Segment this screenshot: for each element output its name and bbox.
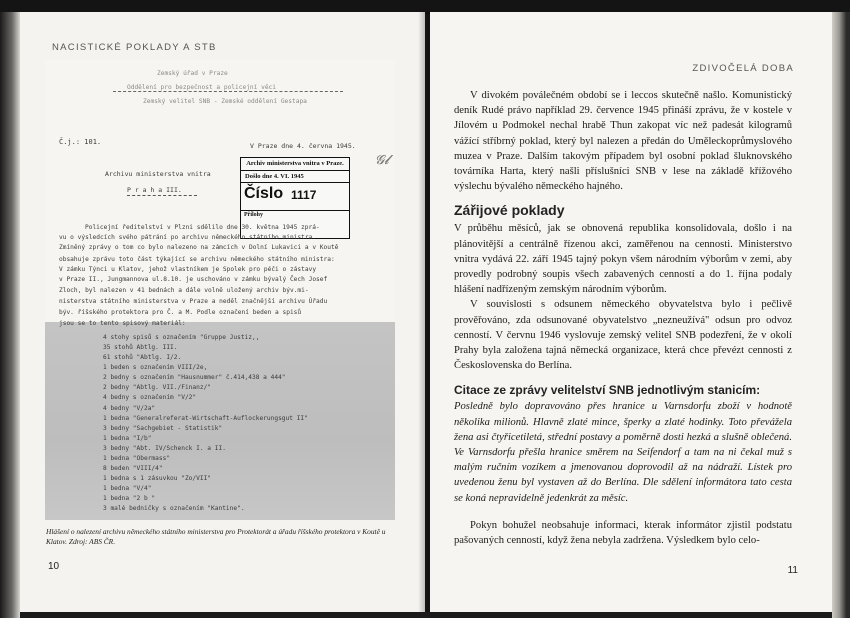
doc-body-line: Zmíněný zprávy o tom co bylo nalezeno na zámcích v Dolní Lukavici a v Koutě [59, 244, 339, 251]
stamp-number: 1117 [291, 188, 317, 202]
doc-body-line: V zámku Týnci u Klatov, jehož vlastníkem je Spolek pro péči o zástavy [59, 266, 317, 273]
left-page-edge [0, 12, 20, 618]
doc-body-line: obsahuje zprávu toto část týkající se archivu německého státního ministra: [59, 256, 335, 263]
handwritten-mark: 𝓖𝓵 [375, 152, 390, 167]
right-page-number: 11 [787, 565, 798, 576]
doc-body-line: Zloch, byl nalezen v 41 bednách a dále volně uložený archiv býv.mi- [59, 287, 309, 294]
doc-list-item: 1 bedna "I/b" [103, 435, 152, 442]
doc-list-item: 2 bedny "Abtlg. VII./Finanz/" [103, 384, 212, 391]
doc-list-item: 61 stohů "Abtlg. I/2. [103, 354, 182, 361]
right-running-head: ZDIVOČELÁ DOBA [692, 63, 794, 74]
doc-list-item: 1 bedna "Generalreferat-Wirtschaft-Auflockerungsgut II" [103, 415, 308, 422]
doc-rule [113, 91, 343, 92]
doc-list-item: 4 bedny s označením "V/2" [103, 394, 197, 401]
doc-list-item: 1 bedna "2 b " [103, 495, 156, 502]
doc-body-line: Policejní ředitelství v Plzni sdělilo dne 30. května 1945 zprá- [85, 224, 320, 231]
stamp-received-date: Došlo dne 4. VI. 1945 [241, 170, 349, 183]
subsection-heading: Citace ze zprávy velitelství SNB jednotlivým stanicím: [454, 383, 761, 398]
doc-list-item: 1 bedna "V/4" [103, 485, 152, 492]
doc-list-item: 2 bedny s označením "Hausnummer" č.414,438 a 444" [103, 374, 286, 381]
doc-rule [127, 195, 197, 196]
doc-header-line: Zemský velitel SNB - Zemské oddělení Gestapa [143, 98, 307, 105]
doc-list-item: 3 bedny "Abt. IV/Schenck I. a II. [103, 445, 226, 452]
doc-list-item: 8 beden "VIII/4" [103, 465, 163, 472]
doc-list-item: 1 beden s označením VIII/2e, [103, 364, 208, 371]
doc-list-item: 4 stohy spisů s označením "Gruppe Justiz,, [103, 334, 260, 341]
paragraph: V divokém poválečném období se i leccos skutečně našlo. Komunistický deník Rudé právo například 29. července 1945 přináší zprávu, že v kostele v Jílovém u Podmokel nechal hrabě Thun zakopat víc než padesát kilogramů vážící stříbrný poklad, který byl nalezen a předán do Uměleckoprůmyslového muzea v Praze. Dalším takovým případem byl osobní poklad šluknovského továrníka Harta, který našli příslušníci SNB v lese na základě křížového výslechu bývalého německého hajného. [454, 90, 792, 193]
doc-addressee-city: P r a h a III. [127, 186, 182, 194]
doc-list-item: 3 bedny "Sachgebiet - Statistik" [103, 425, 223, 432]
quotation: Posledně bylo dopravováno přes hranice u Varnsdorfu zboží v hodnotě několika milionů. Hlavně zlaté mince, šperky a zlaté hodinky. Toto převážela žena asi čtyřicetiletá, střední postavy a poměrně dosti hezká a slušně oblečená. Ve Varnsdorfu přešla hranice směrem na Seifendorf a tam na ni čekal muž s malým ručním vozíkem a jmenovanou doprovodil až na nádraží. Lístek pro uvedenou ženu byl vystaven až do Berlína. Dle sdělení informátora tato cesta se koná nepravidelně jedenkrát za měsíc. [454, 401, 792, 504]
scanned-document [45, 60, 395, 520]
left-page-number: 10 [48, 561, 60, 572]
stamp-number-label: Číslo [244, 185, 284, 202]
stamp-title: Archiv ministerstva vnitra v Praze. [241, 158, 349, 171]
doc-list-item: 3 malé bedničky s označením "Kantine". [103, 505, 245, 512]
right-page-text [454, 88, 792, 548]
doc-body-line: býv. říšského protektora pro Č. a M. Podle označení beden a spisů [59, 309, 302, 316]
stamp-attachments: Přílohy [244, 212, 263, 218]
doc-addressee: Archivu ministerstva vnitra [105, 170, 211, 178]
doc-body-line: jsou se to tento spisový materiál: [59, 320, 186, 327]
doc-body-line: nisterstva státního ministerstva v Praze a neděl značnější archivu Úřadu [59, 298, 328, 305]
doc-body-line: v Praze II., Jungmannova ul.8.10. je uschováno v zámku bývalý Čech Josef [59, 276, 328, 283]
left-running-head: NACISTICKÉ POKLADY A STB [52, 42, 217, 53]
figure-caption: Hlášení o nalezení archivu německého státního ministerstva pro Protektorát a úřadu říšského protektora v Koutě u Klatov. Zdroj: ABS ČR. [46, 527, 386, 546]
doc-list-item: 1 bedna s 1 zásuvkou "Zo/VII" [103, 475, 212, 482]
doc-header-line: Oddělení pro bezpečnost a policejní věci [127, 84, 277, 91]
doc-body-line: vu o výsledcích svého pátrání po archivu německého státního ministra. [59, 234, 317, 241]
section-heading: Zářijové poklady [454, 202, 565, 219]
doc-list-item: 4 bedny "V/2a" [103, 405, 156, 412]
doc-reference: Č.j.: 101. [59, 138, 102, 146]
doc-list-item: 35 stohů Abtlg. III. [103, 344, 178, 351]
paragraph: Pokyn bohužel neobsahuje informaci, kterak informátor zjistil podstatu pašovaných cenností, když žena nebyla zadržena. Výsledkem bylo celo- [454, 519, 792, 547]
right-page-edge [832, 12, 850, 618]
doc-header-line: Zemský úřad v Praze [157, 70, 228, 77]
doc-date: V Praze dne 4. června 1945. [250, 142, 356, 150]
paragraph: V souvislosti s odsunem německého obyvatelstva bylo i pečlivě prověřováno, zda odsunované obyvatelstvo „nezneužívá" odsun pro odvoz cenností. V červnu 1946 vyslovuje zemský velitel SNB podezření, že v okolí Prahy byla založena tajná německá organizace, která chce převézt cennosti z Československa do Berlína. [454, 299, 792, 372]
paragraph: V průběhu měsíců, jak se obnovená republika konsolidovala, došlo i na plánovitější a centrálně řízenou akci, zaměřenou na cennosti. Ministerstvo vnitra vydává 22. září 1945 tajný pokyn všem národním výborům v zemi, aby provedly podrobný soupis všech zabavených cenností a do 1. října podaly hlášení nadřízeným zemským národním výborům. [454, 223, 792, 296]
doc-list-item: 1 bedna "Obermass" [103, 455, 171, 462]
stamp-number-row [241, 183, 349, 211]
